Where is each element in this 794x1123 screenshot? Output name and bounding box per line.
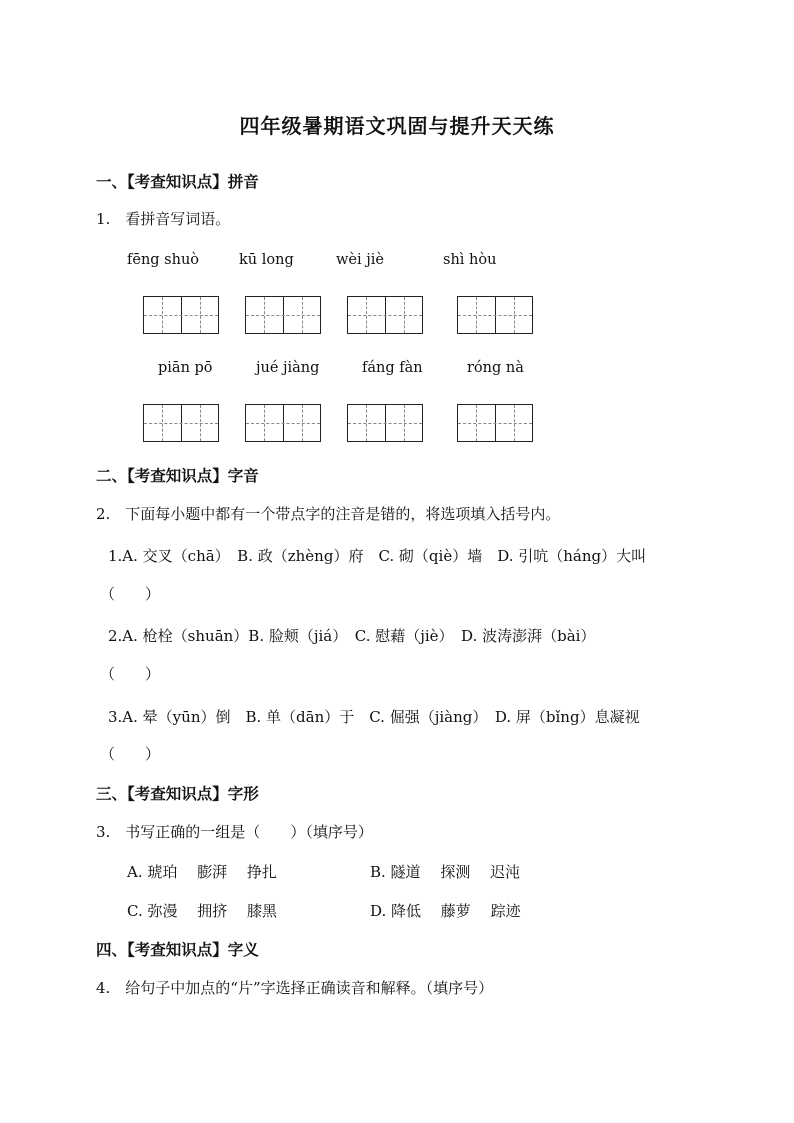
section-heading-pronunciation: 二、【考查知识点】字音 [96, 466, 259, 485]
writing-grid[interactable] [245, 296, 321, 334]
writing-grid[interactable] [245, 404, 321, 442]
pinyin-label: fáng fàn [362, 360, 423, 376]
question-2-stem: 2. 下面每小题中都有一个带点字的注音是错的，将选项填入括号内。 [96, 505, 561, 523]
answer-blank[interactable]: （ ） [100, 585, 161, 603]
answer-blank[interactable]: （ ） [100, 665, 161, 683]
option-d: D. 降低 藤萝 踪迹 [370, 902, 521, 920]
writing-grid[interactable] [143, 404, 219, 442]
page-title: 四年级暑期语文巩固与提升天天练 [239, 114, 555, 138]
pinyin-label: fēng shuò [127, 252, 200, 268]
question-1-stem: 1. 看拼音写词语。 [96, 210, 231, 228]
section-heading-meaning: 四、【考查知识点】字义 [96, 940, 259, 959]
pinyin-label: kū long [239, 252, 294, 268]
writing-grid[interactable] [347, 404, 423, 442]
choice-line: 2.A. 枪栓（shuān）B. 脸颊（jiá） C. 慰藉（jiè） D. 波涛澎湃（bài） [108, 627, 596, 645]
pinyin-label: piān pō [158, 360, 213, 376]
question-3-stem: 3. 书写正确的一组是（ ）（填序号） [96, 823, 373, 841]
section-heading-pinyin: 一、【考查知识点】拼音 [96, 172, 259, 191]
writing-grid[interactable] [457, 404, 533, 442]
pinyin-label: róng nà [467, 360, 524, 376]
option-c: C. 弥漫 拥挤 膝黑 [127, 902, 278, 920]
choice-line: 1.A. 交叉（chā） B. 政（zhèng）府 C. 砌（qiè）墙 D. 引吭（háng）大叫 [108, 547, 647, 565]
pinyin-label: wèi jiè [336, 252, 384, 268]
pinyin-label: jué jiàng [256, 360, 320, 376]
section-heading-character-form: 三、【考查知识点】字形 [96, 784, 259, 803]
option-a: A. 琥珀 膨湃 挣扎 [127, 863, 277, 881]
writing-grid[interactable] [143, 296, 219, 334]
question-4-stem: 4. 给句子中加点的“片”字选择正确读音和解释。（填序号） [96, 979, 494, 997]
answer-blank[interactable]: （ ） [100, 745, 161, 763]
pinyin-label: shì hòu [443, 252, 497, 268]
writing-grid[interactable] [457, 296, 533, 334]
option-b: B. 隧道 探测 迟沌 [370, 863, 521, 881]
writing-grid[interactable] [347, 296, 423, 334]
choice-line: 3.A. 晕（yūn）倒 B. 单（dān）于 C. 倔强（jiàng） D. 屏（bǐng）息凝视 [108, 708, 640, 726]
